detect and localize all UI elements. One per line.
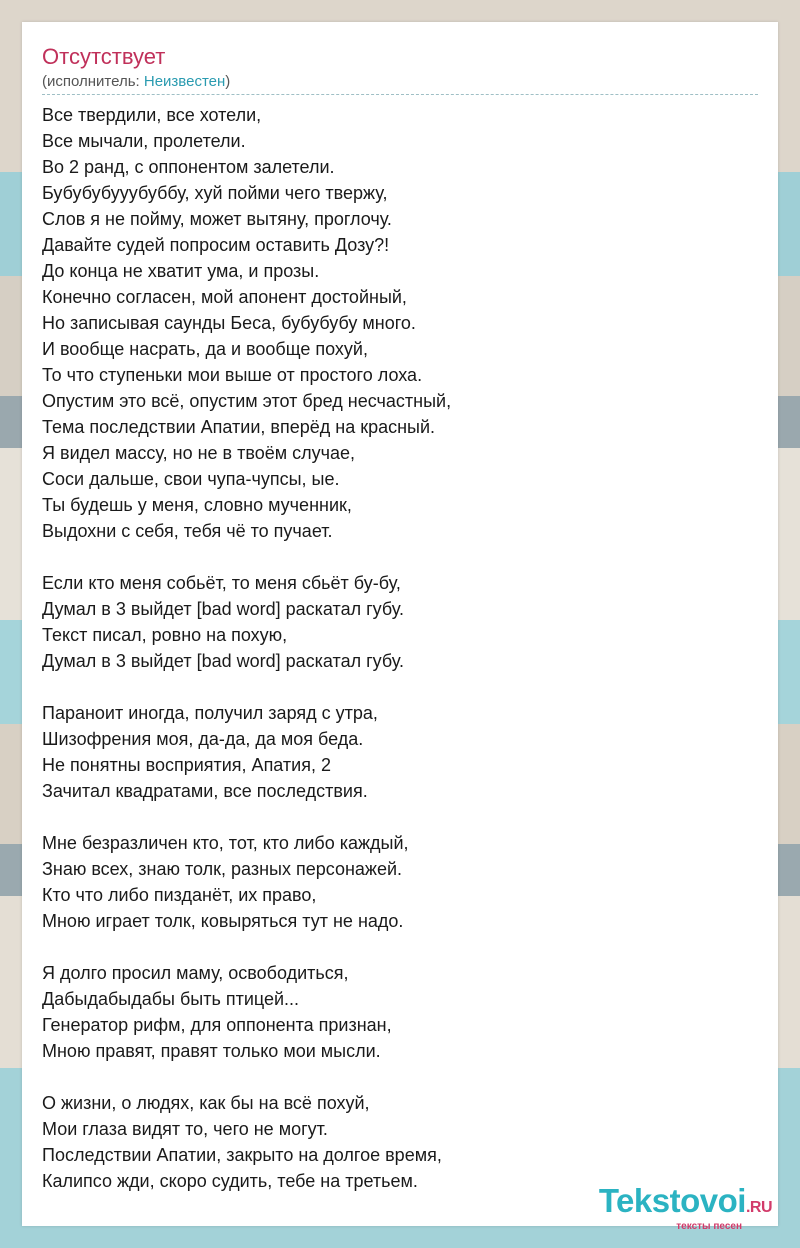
lyric-line: Тема последствии Апатии, вперёд на красный. xyxy=(42,417,436,437)
logo-tld: .RU xyxy=(745,1199,772,1216)
lyric-line: Бубубубууубуббу, хуй пойми чего твержу, xyxy=(42,183,388,203)
stanza-break xyxy=(42,934,758,960)
lyric-line: Опустим это всё, опустим этот бред несчастный, xyxy=(42,391,452,411)
logo-tagline: тексты песен xyxy=(676,1221,742,1232)
lyric-line: Последствии Апатии, закрыто на долгое время, xyxy=(42,1145,442,1165)
logo-wordmark xyxy=(599,1184,772,1225)
lyric-line: Я долго просил маму, освободиться, xyxy=(42,963,349,983)
lyric-line: Не понятны восприятия, Апатия, 2 xyxy=(42,755,331,775)
lyric-line: Параноит иногда, получил заряд с утра, xyxy=(42,703,378,723)
artist-link[interactable]: Неизвестен xyxy=(143,73,226,90)
lyric-line: Я видел массу, но не в твоём случае, xyxy=(42,443,355,463)
lyric-line: Думал в 3 выйдет [bad word] раскатал губу. xyxy=(42,599,404,619)
lyric-line: Зачитал квадратами, все последствия. xyxy=(42,781,368,801)
lyric-line: До конца не хватит ума, и прозы. xyxy=(42,261,320,281)
lyric-line: Все мычали, пролетели. xyxy=(42,131,246,151)
artist-suffix: ) xyxy=(225,73,231,90)
logo-name: Tekstovoi xyxy=(598,1182,746,1219)
lyric-line: Во 2 ранд, с оппонентом залетели. xyxy=(42,157,335,177)
lyric-line: И вообще насрать, да и вообще похуй, xyxy=(42,339,368,359)
stanza-break xyxy=(42,674,758,700)
song-title: Отсутствует xyxy=(42,44,166,69)
artist-line xyxy=(42,73,758,95)
lyric-line: Знаю всех, знаю толк, разных персонажей. xyxy=(42,859,403,879)
stanza-break xyxy=(42,544,758,570)
lyric-line: Калипсо жди, скоро судить, тебе на третьем. xyxy=(42,1171,418,1191)
artist-prefix: (исполнитель: xyxy=(42,73,144,90)
stanza-break xyxy=(42,804,758,830)
lyric-line: Текст писал, ровно на похую, xyxy=(42,625,288,645)
lyric-line: О жизни, о людях, как бы на всё похуй, xyxy=(42,1093,370,1113)
lyric-line: То что ступеньки мои выше от простого лоха. xyxy=(42,365,423,385)
lyric-line: Мне безразличен кто, тот, кто либо каждый, xyxy=(42,833,409,853)
lyric-line: Слов я не пойму, может вытяну, проглочу. xyxy=(42,209,392,229)
lyrics-card xyxy=(22,22,778,1226)
lyric-line: Мною правят, правят только мои мысли. xyxy=(42,1041,381,1061)
lyric-line: Генератор рифм, для оппонента признан, xyxy=(42,1015,392,1035)
lyric-line: Кто что либо пизданёт, их право, xyxy=(42,885,317,905)
lyric-line: Ты будешь у меня, словно мученник, xyxy=(42,495,352,515)
lyric-line: Думал в 3 выйдет [bad word] раскатал губу. xyxy=(42,651,404,671)
lyric-line: Соси дальше, свои чупа-чупсы, ые. xyxy=(42,469,340,489)
lyric-line: Мои глаза видят то, чего не могут. xyxy=(42,1119,328,1139)
lyric-line: Все твердили, все хотели, xyxy=(42,105,262,125)
lyric-line: Давайте судей попросим оставить Дозу?! xyxy=(42,235,390,255)
lyric-line: Дабыдабыдабы быть птицей... xyxy=(42,989,300,1009)
lyric-line: Конечно согласен, мой апонент достойный, xyxy=(42,287,407,307)
lyric-line: Выдохни с себя, тебя чё то пучает. xyxy=(42,521,333,541)
lyric-line: Но записывая саунды Беса, бубубубу много. xyxy=(42,313,416,333)
lyric-line: Мною играет толк, ковыряться тут не надо. xyxy=(42,911,404,931)
site-logo[interactable] xyxy=(599,1184,772,1232)
lyric-line: Если кто меня собьёт, то меня сбьёт бу-бу, xyxy=(42,573,401,593)
lyric-line: Шизофрения моя, да-да, да моя беда. xyxy=(42,729,364,749)
stanza-break xyxy=(42,1064,758,1090)
lyrics-text xyxy=(42,102,758,1194)
